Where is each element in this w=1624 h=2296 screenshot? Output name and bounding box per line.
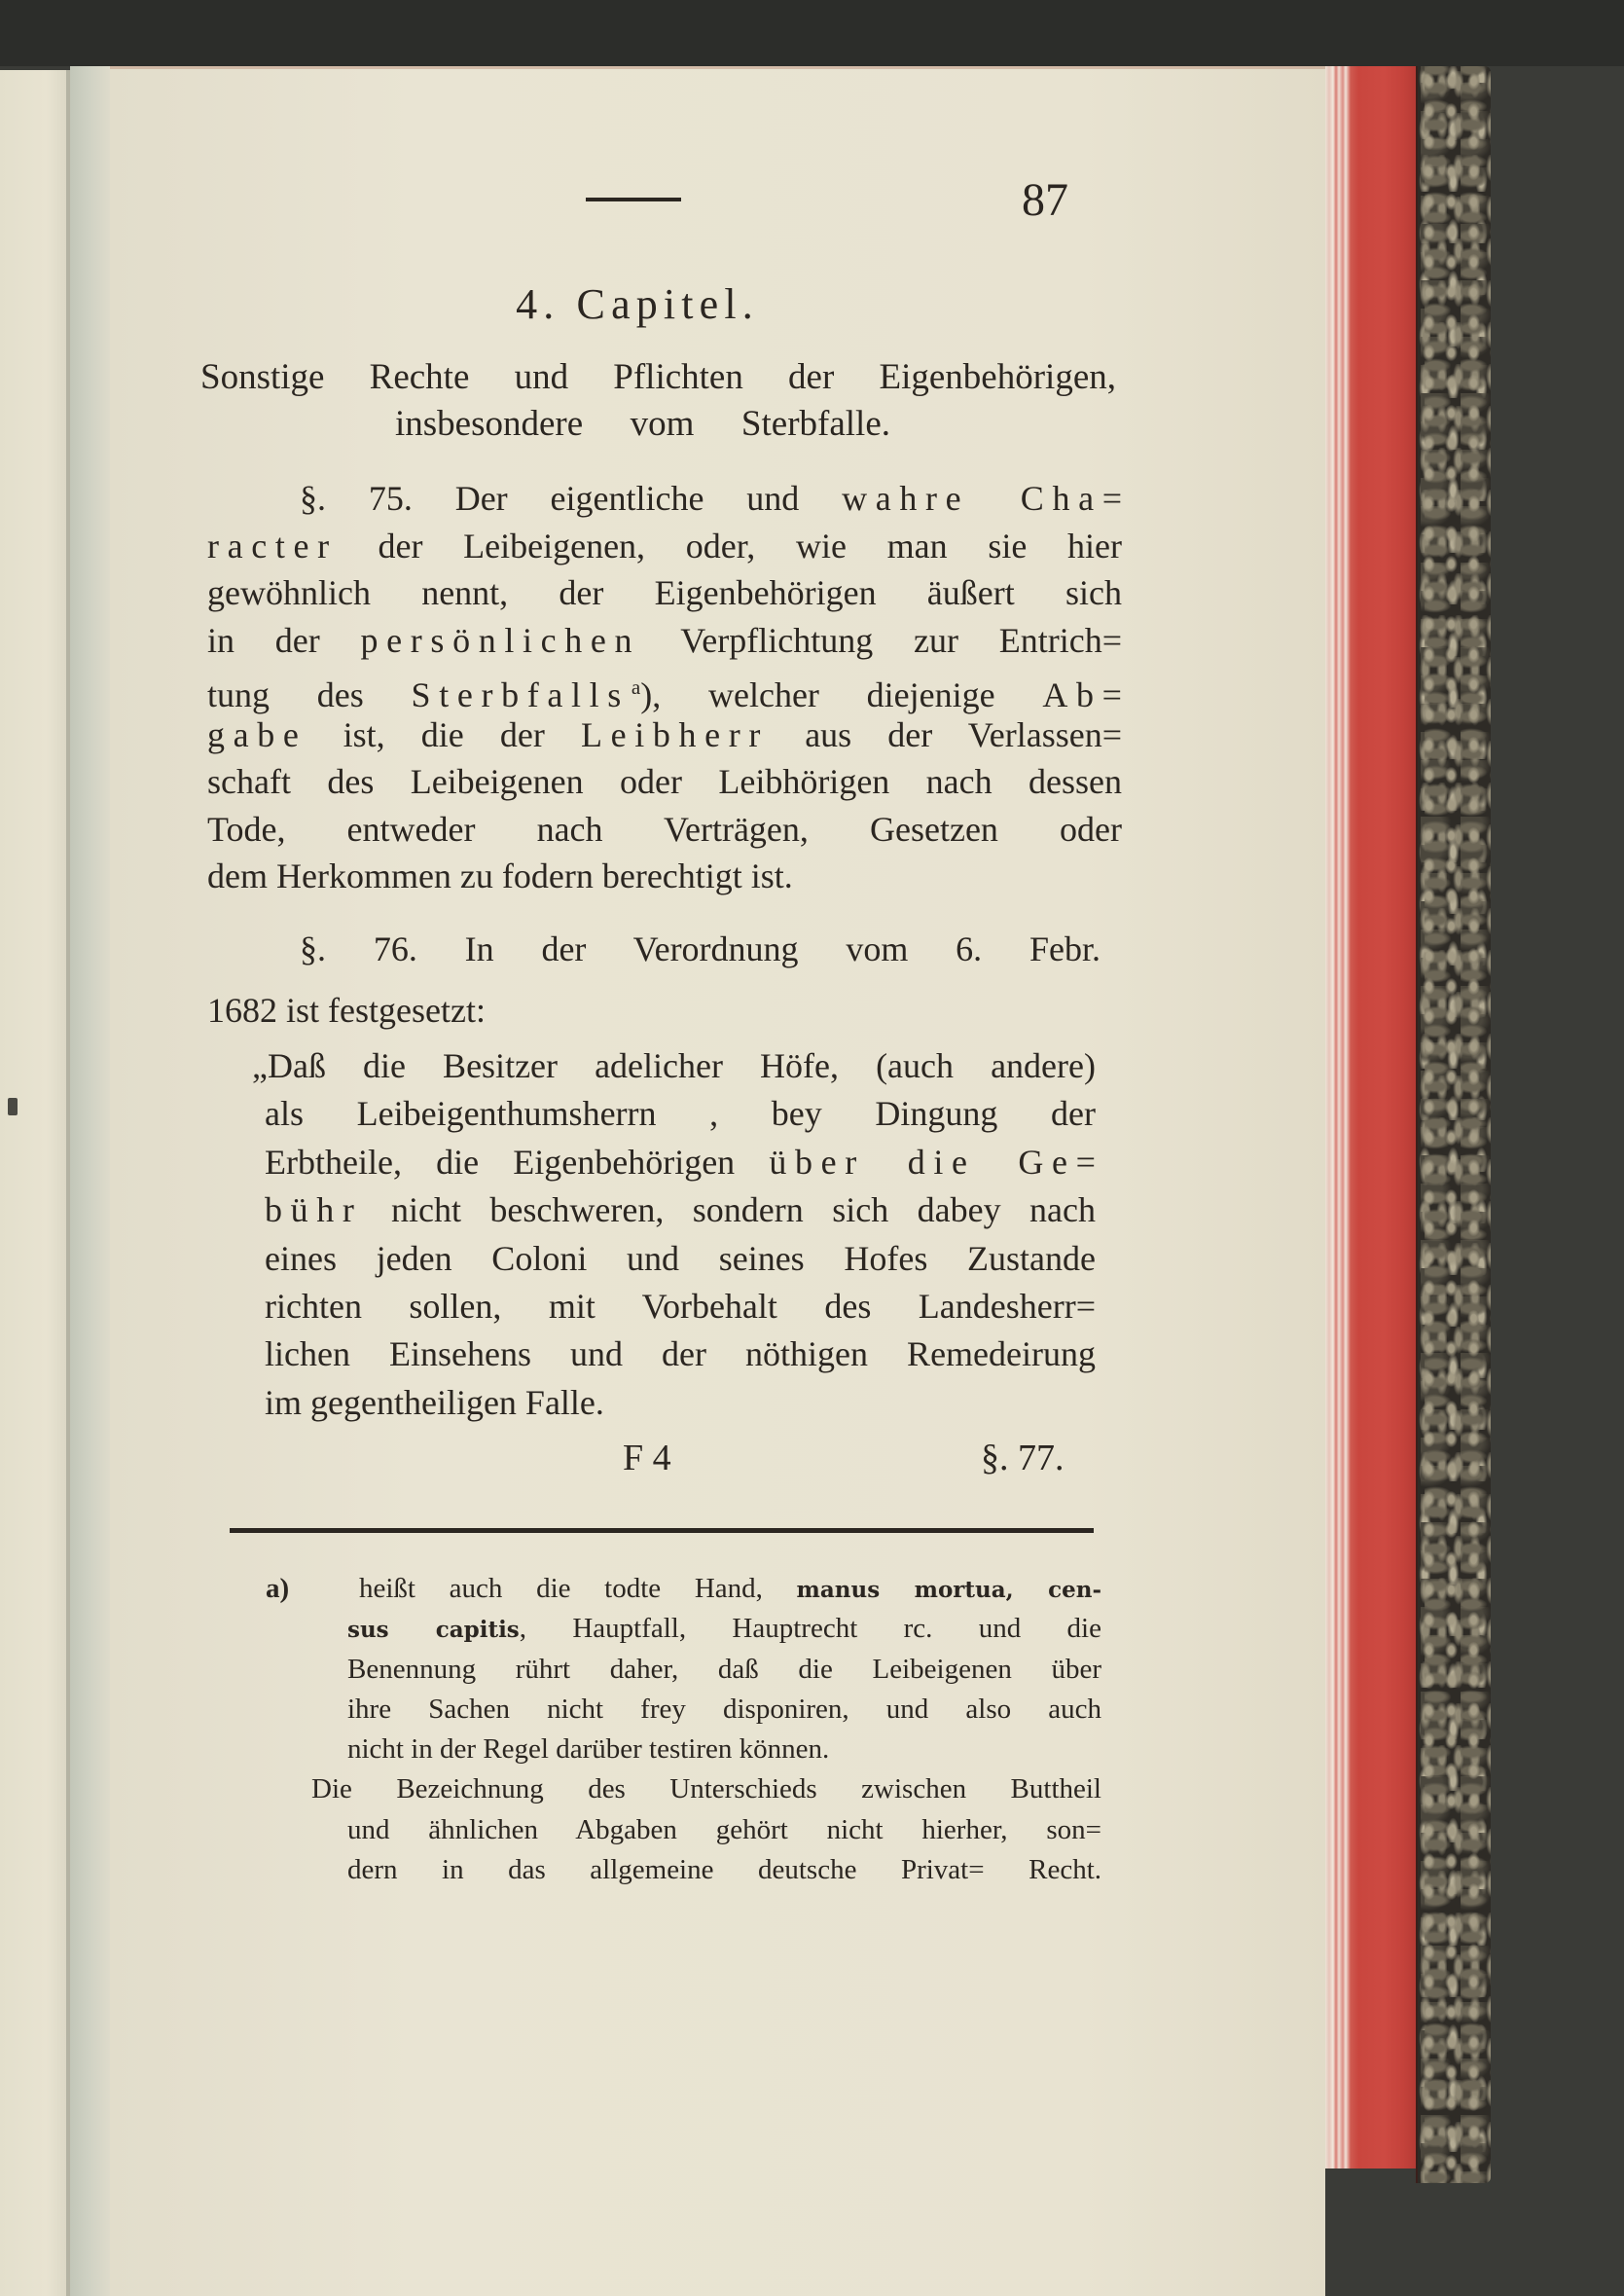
- text-segment: ), welcher diejenige: [640, 675, 1043, 714]
- text-segment: „Daß die Besitzer adelicher Höfe, (auch andere): [252, 1046, 1096, 1085]
- text-segment: im gegentheiligen Falle.: [265, 1382, 604, 1422]
- chapter-subtitle-line: Sonstige Rechte und Pflichten der Eigenbehörigen,: [200, 357, 1116, 397]
- text-line: [252, 1186, 1096, 1234]
- text-segment: richten sollen, mit Vorbehalt des Landesherr=: [265, 1286, 1096, 1326]
- text-line: [207, 806, 1122, 854]
- text-line: [207, 523, 1122, 570]
- section-number: §. 76.: [300, 929, 417, 968]
- book-gutter: [70, 66, 110, 2296]
- text-segment: schaft des Leibeigenen oder Leibhörigen nach dessen: [207, 762, 1122, 801]
- text-line: [207, 926, 1101, 973]
- spaced-text: persönlichen: [360, 620, 641, 660]
- text-line: [207, 758, 1122, 806]
- page-top-edge: [110, 66, 1325, 69]
- text-line: [252, 1042, 1096, 1090]
- text-segment: dem Herkommen zu fodern berechtigt ist.: [207, 856, 793, 895]
- section-number: §. 75.: [300, 479, 413, 518]
- text-line: [207, 475, 1131, 523]
- text-line: [207, 987, 1122, 1035]
- spaced-text: bühr: [265, 1190, 363, 1230]
- text-segment: Verpflichtung zur Entrich=: [640, 620, 1123, 660]
- text-segment: nicht beschweren, sondern sich dabey nach: [362, 1190, 1096, 1230]
- text-line: [207, 617, 1122, 665]
- text-segment: lichen Einsehens und der nöthigen Remedeirung: [265, 1334, 1096, 1374]
- chapter-subtitle-line: insbesondere vom Sterbfalle.: [395, 404, 890, 444]
- chapter-title: 4. Capitel.: [516, 280, 759, 328]
- paragraph-76: [207, 926, 1101, 973]
- text-segment: der Leibeigenen, oder, wie man sie hier: [337, 526, 1122, 565]
- footnote-line: [347, 1730, 1101, 1769]
- text-segment: Tode, entweder nach Verträgen, Gesetzen oder: [207, 809, 1122, 849]
- text-segment: Der eigentliche und: [412, 479, 843, 518]
- latin-term: manus mortua, cen-: [796, 1577, 1101, 1603]
- text-segment: gewöhnlich nennt, der Eigenbehörigen äußert sich: [207, 573, 1122, 612]
- header-rule: [586, 198, 681, 201]
- text-line: [207, 664, 1131, 714]
- marbled-cover: [1418, 66, 1491, 2183]
- text-line: [252, 1379, 1096, 1427]
- footnote: [266, 1569, 1101, 1890]
- spaced-text: wahre Cha=: [842, 479, 1131, 518]
- footnote-addendum-line: dern in das allgemeine deutsche Privat= Recht.: [347, 1854, 1101, 1886]
- text-segment: tung des: [207, 675, 412, 714]
- text-segment: nicht in der Regel darüber testiren können.: [347, 1733, 830, 1766]
- text-line: [252, 1330, 1096, 1378]
- spaced-text: Leibherr: [581, 714, 770, 754]
- footnote-addendum-line: und ähnlichen Abgaben gehört nicht hierher, son=: [347, 1813, 1101, 1845]
- text-segment: aus der Verlassen=: [769, 714, 1123, 754]
- footnote-line: [347, 1569, 1101, 1609]
- signature-mark: F 4: [623, 1438, 671, 1478]
- footnote-line: [347, 1650, 1101, 1690]
- text-line: [252, 1235, 1096, 1283]
- text-segment: ist, die der: [307, 714, 582, 754]
- footnote-marker: a): [266, 1573, 290, 1604]
- quoted-ordinance: [252, 1042, 1104, 1427]
- spaced-text: über die Ge=: [769, 1142, 1104, 1182]
- text-line: [207, 711, 1122, 759]
- footnote-rule: [230, 1528, 1094, 1533]
- scan-background-top: [0, 0, 1624, 66]
- text-segment: Benennung rührt daher, daß die Leibeigenen über: [347, 1653, 1101, 1685]
- spaced-text: racter: [207, 526, 338, 565]
- text-line: [207, 853, 1122, 900]
- footnote-line: [347, 1690, 1101, 1730]
- page-number: 87: [1022, 174, 1068, 226]
- text-segment: 1682 ist festgesetzt:: [207, 991, 486, 1030]
- catchword: §. 77.: [981, 1438, 1065, 1478]
- text-line: [207, 569, 1122, 617]
- spaced-text: Ab=: [1042, 675, 1131, 714]
- facing-page-edge: [0, 70, 66, 2296]
- text-segment: in der: [207, 620, 361, 660]
- text-segment: ihre Sachen nicht frey disponiren, und also auch: [347, 1693, 1101, 1725]
- footnote-reference: a: [631, 675, 641, 699]
- text-line: [252, 1090, 1096, 1138]
- text-segment: Erbtheile, die Eigenbehörigen: [265, 1142, 770, 1182]
- red-page-edges: [1325, 66, 1418, 2168]
- spaced-text: Sterbfalls: [411, 675, 630, 714]
- footnote-line: [347, 1609, 1101, 1649]
- text-segment: , Hauptfall, Hauptrecht rc. und die: [519, 1613, 1101, 1645]
- latin-term: sus capitis: [347, 1617, 520, 1644]
- spaced-text: gabe: [207, 714, 307, 754]
- text-segment: heißt auch die todte Hand,: [359, 1573, 797, 1604]
- text-line: [252, 1139, 1104, 1186]
- text-segment: als Leibeigenthumsherrn , bey Dingung der: [265, 1094, 1096, 1134]
- footnote-addendum-line: Die Bezeichnung des Unterschieds zwischen Buttheil: [311, 1773, 1101, 1805]
- ink-mark: [8, 1098, 18, 1115]
- paragraph-76-continued: [207, 987, 1122, 1035]
- paragraph-75: [207, 475, 1131, 900]
- text-segment: In der Verordnung vom 6. Febr.: [416, 929, 1101, 968]
- text-segment: eines jeden Coloni und seines Hofes Zustande: [265, 1238, 1096, 1278]
- text-line: [252, 1283, 1096, 1330]
